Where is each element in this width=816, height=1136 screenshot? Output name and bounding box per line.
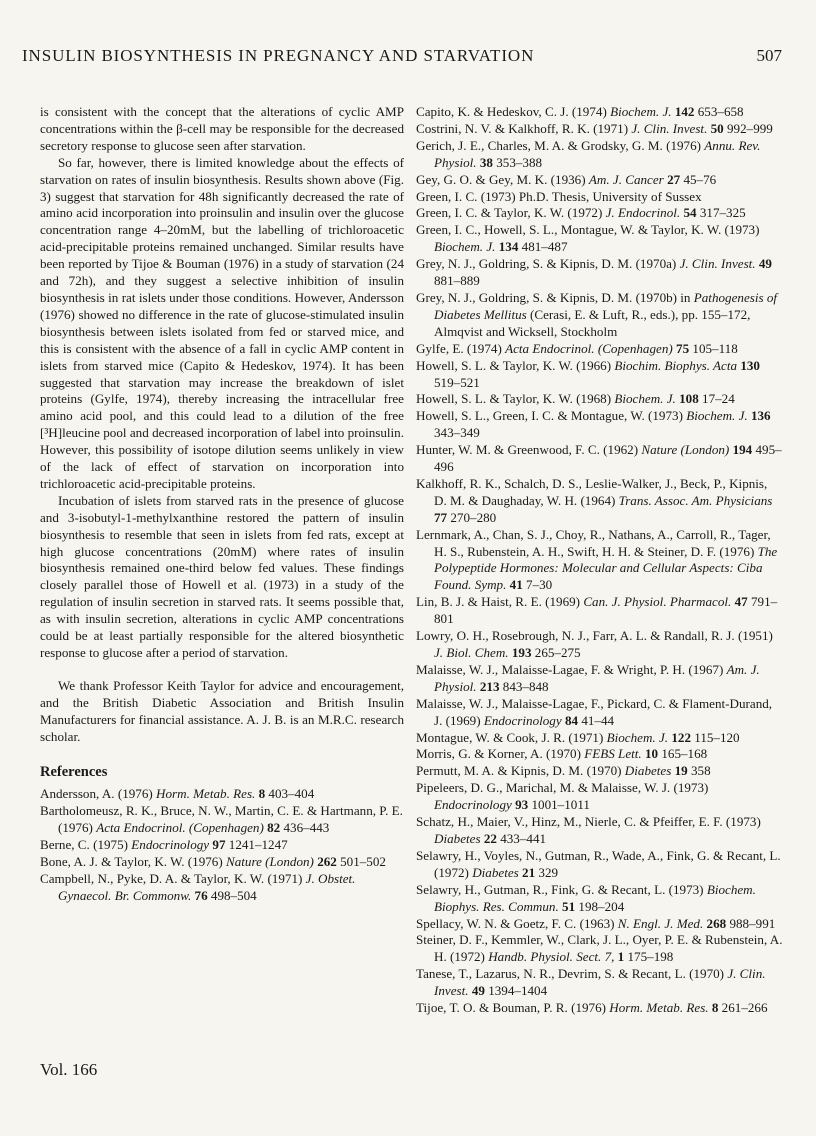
reference-authors: Campbell, N., Pyke, D. A. & Taylor, K. W. (1971) [40,870,303,886]
reference-authors: Howell, S. L., Green, I. C. & Montague, W. (1973) [416,408,683,424]
reference-authors: Howell, S. L. & Taylor, K. W. (1968) [416,391,612,407]
reference-journal: Trans. Assoc. Am. Physicians [618,492,773,508]
reference-journal: Can. J. Physiol. Pharmacol. [583,594,732,610]
reference-journal: The Polypeptide Hormones: Molecular and Cellular Aspects: Ciba Found. Symp. [434,543,778,593]
reference-authors: Grey, N. J., Goldring, S. & Kipnis, D. M. (1970a) [416,256,677,272]
reference-journal: FEBS Lett. [584,746,642,762]
reference-volume: 134 [498,239,519,255]
reference-entry [416,527,783,595]
reference-authors: Morris, G. & Korner, A. (1970) [416,746,581,762]
reference-entry [416,696,783,730]
reference-entry [40,871,404,905]
reference-pages: 495–496 [434,442,782,475]
reference-volume: 84 [564,712,579,728]
reference-authors: Lowry, O. H., Rosebrough, N. J., Farr, A. L. & Randall, R. J. (1951) [416,628,773,644]
reference-entry [416,222,783,256]
reference-volume: 76 [194,887,208,903]
reference-volume: 8 [258,786,266,802]
reference-pages: 17–24 [702,391,735,407]
reference-entry [40,837,404,854]
reference-pages: 992–999 [727,120,773,136]
right-column [416,104,783,1017]
reference-pages: 198–204 [578,898,625,914]
reference-pages: 317–325 [699,205,746,221]
reference-journal: Biochem. J. [434,239,496,255]
body-paragraph: Incubation of islets from starved rats in the presence of glucose and 3-isobutyl-1-methylxanthine restored the pattern of insulin biosynthesis to resemble that seen in islets from fed rats, except at high glucose concentrations (20mM) where rates of insulin biosynthesis remained one-third below fed values. These findings closely parallel those of Howell et al. (1973) in a study of the regulation of insulin secretion in starved rats. It seems possible that, as with insulin secretion, alterations in cyclic AMP concentrations could be at least partially responsible for the altered biosynthetic response to glucose after a period of starvation. [40,492,404,660]
reference-pages: 165–168 [661,746,708,762]
reference-entry [416,1000,783,1017]
reference-pages: 261–266 [721,1000,768,1016]
reference-journal: Endocrinology [131,837,210,853]
reference-authors: Green, I. C., Howell, S. L., Montague, W. & Taylor, K. W. (1973) [416,222,760,238]
reference-journal: Biochem. Biophys. Res. Commun. [434,881,756,914]
reference-journal: Acta Endocrinol. (Copenhagen) [505,340,673,356]
acknowledgement: We thank Professor Keith Taylor for advice and encouragement, and the British Diabetic Association and British Insulin Manufacturers for financial assistance. A. J. B. is an M.R.C. research scholar. [40,677,404,744]
reference-pages: 988–991 [729,915,776,931]
reference-authors: Green, I. C. (1973) Ph.D. Thesis, University of Sussex [416,188,702,204]
reference-volume: 19 [674,763,688,779]
reference-entry [416,256,783,290]
reference-entry [416,189,783,206]
reference-journal: Biochem. J. [606,729,669,745]
reference-entry [416,628,783,662]
reference-volume: 108 [679,391,699,407]
reference-volume: 82 [267,820,281,836]
reference-authors: Gerich, J. E., Charles, M. A. & Grodsky, G. M. (1976) [416,137,701,153]
references-heading: References [40,763,108,780]
reference-volume: 41 [509,577,523,593]
reference-pages: 843–848 [502,678,549,694]
reference-entry [416,848,783,882]
reference-journal: N. Engl. J. Med. [617,915,704,931]
reference-authors: Hunter, W. M. & Greenwood, F. C. (1962) [416,442,639,458]
reference-journal: J. Clin. Invest. [631,120,708,136]
reference-pages: 498–504 [210,887,257,903]
reference-journal: Am. J. Physiol. [434,661,760,694]
reference-authors: Selawry, H., Gutman, R., Fink, G. & Recant, L. (1973) [416,881,704,897]
reference-volume: 268 [706,915,727,931]
reference-authors: Tijoe, T. O. & Bouman, P. R. (1976) [416,1000,606,1016]
reference-entry [416,358,783,392]
reference-pages: 265–275 [534,645,581,660]
reference-journal: Am. J. Cancer [588,171,664,187]
reference-volume: 50 [710,120,724,136]
reference-journal: Pathogenesis of Diabetes Mellitus [434,289,778,322]
reference-volume: 54 [683,205,697,221]
reference-authors: Gylfe, E. (1974) [416,340,502,356]
reference-journal: Biochem. J. [686,408,748,424]
references-list-right [416,104,783,1017]
reference-entry [416,932,783,966]
reference-pages: 105–118 [692,340,738,356]
reference-journal: J. Endocrinol. [605,205,681,221]
reference-authors: Lin, B. J. & Haist, R. E. (1969) [416,594,581,610]
body-paragraph: So far, however, there is limited knowledge about the effects of starvation on rates of insulin biosynthesis. Results shown above (Fig. 3) suggest that starvation for 48h significantly decreased the rate of amino acid incorporation into proinsulin and insulin over the glucose concentration range 4–20mM, but the labelling of trichloroacetic acid-precipitable proteins remained unchanged. Similar results have been reported by Tijoe & Bouman (1976) in a study of starvation (24 and 72h), and they suggest a selective inhibition of insulin biosynthesis in rat islets under those conditions. However, Andersson (1976) showed no difference in the rate of glucose-stimulated insulin biosynthesis between islets isolated from fed or starved mice, and this is consistent with the absence of a fall in cyclic AMP content in islets from starved mice (Capito & Hedeskov, 1974). It has been suggested that starvation may increase the breakdown of islet proteins (Gylfe, 1974), thereby increasing the intracellular free amino acid pool, and this could lead to a dilution of the free [³H]leucine pool and decreased incorporation of label into proinsulin. However, this possibility of isotope dilution seems unlikely in view of the lack of effect of starvation on incorporation into trichloroacetic acid-precipitable proteins. [40,154,404,491]
reference-volume: 130 [740,357,760,373]
reference-pages: 45–76 [683,171,717,187]
reference-entry [416,882,783,916]
reference-entry [416,391,783,408]
reference-journal: Nature (London) [641,442,730,458]
reference-journal: Annu. Rev. Physiol. [434,137,761,170]
reference-authors: Montague, W. & Cook, J. R. (1971) [416,729,604,745]
left-column [40,104,404,905]
reference-journal: J. Obstet. Gynaecol. Br. Commonw. [58,870,356,903]
reference-journal: Endocrinology [434,797,512,813]
reference-volume: 136 [750,408,771,424]
reference-volume: 93 [515,797,529,813]
reference-entry [416,763,783,780]
reference-journal: J. Clin. Invest. [434,966,766,999]
reference-journal: Biochem. J. [614,391,676,407]
reference-authors: Howell, S. L. & Taylor, K. W. (1966) [416,357,612,373]
reference-volume: 51 [562,898,576,914]
reference-journal: J. Clin. Invest. [679,256,756,272]
reference-entry [416,476,783,527]
reference-entry [416,594,783,628]
reference-entry [416,205,783,222]
reference-volume: 213 [479,678,500,694]
reference-volume: 49 [758,256,772,272]
references-list-left [40,786,404,904]
reference-volume: 8 [711,1000,719,1016]
reference-volume: 38 [479,154,493,170]
reference-volume: 22 [483,830,497,846]
reference-entry [416,966,783,1000]
reference-entry [416,814,783,848]
reference-authors: Lernmark, A., Chan, S. J., Choy, R., Nathans, A., Carroll, R., Tager, H. S., Rubenstein, A. H., Swift, H. H. & Steiner, D. F. (1976) [416,526,771,559]
reference-authors: Steiner, D. F., Kemmler, W., Clark, J. L., Oyer, P. E. & Rubenstein, A. H. (1972) [416,932,783,965]
reference-pages: 329 [538,864,559,880]
reference-volume: 194 [732,442,753,458]
reference-pages: 358 [691,763,711,779]
reference-authors: Pipeleers, D. G., Marichal, M. & Malaisse, W. J. (1973) [416,780,709,796]
reference-journal: Nature (London) [226,854,314,870]
reference-entry [40,786,404,803]
reference-volume: 27 [667,171,681,187]
reference-pages: 175–198 [627,949,674,965]
reference-authors: Costrini, N. V. & Kalkhoff, R. K. (1971) [416,120,629,136]
reference-pages: 1394–1404 [488,983,548,999]
reference-authors: Bartholomeusz, R. K., Bruce, N. W., Martin, C. E. & Hartmann, P. E. (1976) [40,803,403,836]
running-header [22,46,782,70]
reference-authors: Gey, G. O. & Gey, M. K. (1936) [416,171,586,187]
reference-pages: 41–44 [581,712,615,728]
reference-pages: 501–502 [340,854,386,870]
reference-authors: Permutt, M. A. & Kipnis, D. M. (1970) [416,763,622,779]
reference-authors: Kalkhoff, R. K., Schalch, D. S., Leslie-Walker, J., Beck, P., Kipnis, D. M. & Daughaday, W. H. (1964) [416,475,768,508]
reference-entry [416,138,783,172]
reference-volume: 10 [644,746,659,762]
reference-volume: 47 [734,594,748,610]
reference-volume: 122 [671,729,691,745]
reference-entry [416,121,783,138]
reference-entry [40,854,404,871]
reference-journal: Horm. Metab. Res. [156,786,256,802]
reference-volume: 21 [522,864,536,880]
reference-entry [416,780,783,814]
reference-journal: Biochem. J. [610,104,672,119]
reference-volume: 262 [317,854,337,870]
reference-authors: Bone, A. J. & Taylor, K. W. (1976) [40,854,223,870]
reference-journal: J. Biol. Chem. [434,645,509,660]
reference-pages: 653–658 [697,104,744,119]
page-number: 507 [756,46,782,65]
reference-volume: 75 [676,340,690,356]
reference-entry [416,746,783,763]
reference-pages: 436–443 [283,820,330,836]
reference-entry [40,803,404,837]
reference-entry [416,104,783,121]
reference-pages: 519–521 [434,374,480,390]
reference-authors: Grey, N. J., Goldring, S. & Kipnis, D. M. (1970b) in [416,289,691,305]
reference-pages: 7–30 [526,577,553,593]
reference-authors: Spellacy, W. N. & Goetz, F. C. (1963) [416,915,615,931]
reference-entry [416,290,783,341]
reference-authors: Tanese, T., Lazarus, N. R., Devrim, S. & Recant, L. (1970) [416,966,725,982]
reference-pages: 270–280 [450,509,497,525]
reference-authors: Malaisse, W. J., Malaisse-Lagae, F. & Wright, P. H. (1967) [416,661,724,677]
reference-authors: Andersson, A. (1976) [40,786,153,802]
body-paragraph: is consistent with the concept that the alterations of cyclic AMP concentrations within the β-cell may be responsible for the decreased secretory response to glucose seen after starvation. [40,104,404,153]
reference-entry [416,172,783,189]
reference-pages: (Cerasi, E. & Luft, R., eds.), pp. 155–172, Almqvist and Wicksell, Stockholm [434,306,751,339]
reference-authors: Berne, C. (1975) [40,837,128,853]
reference-volume: 193 [511,645,532,660]
reference-journal: Diabetes [624,763,672,779]
reference-journal: Biochim. Biophys. Acta [614,357,738,373]
reference-pages: 881–889 [434,273,480,289]
reference-pages: 353–388 [496,154,543,170]
reference-journal: Endocrinology [483,712,562,728]
reference-entry [416,662,783,696]
running-title: INSULIN BIOSYNTHESIS IN PREGNANCY AND STARVATION [22,46,535,65]
reference-journal: Horm. Metab. Res. [609,1000,709,1016]
reference-authors: Green, I. C. & Taylor, K. W. (1972) [416,205,603,221]
reference-pages: 1241–1247 [228,837,288,853]
reference-entry [416,408,783,442]
volume-footer: Vol. 166 [40,1060,98,1079]
reference-journal: Diabetes [434,830,481,846]
reference-volume: 142 [674,104,695,119]
reference-volume: 1 [617,949,625,965]
reference-journal: Acta Endocrinol. (Copenhagen) [96,820,264,836]
reference-authors: Selawry, H., Voyles, N., Gutman, R., Wade, A., Fink, G. & Recant, L. (1972) [416,847,781,880]
reference-volume: 97 [212,837,226,853]
reference-volume: 49 [471,983,485,999]
reference-pages: 1001–1011 [531,797,590,813]
reference-pages: 343–349 [434,425,480,441]
reference-pages: 481–487 [521,239,568,255]
reference-entry [416,916,783,933]
reference-pages: 403–404 [268,786,315,802]
reference-authors: Schatz, H., Maier, V., Hinz, M., Nierle, C. & Pfeiffer, E. F. (1973) [416,814,761,830]
reference-pages: 115–120 [694,729,740,745]
reference-entry [416,341,783,358]
reference-authors: Capito, K. & Hedeskov, C. J. (1974) [416,104,607,119]
reference-entry [416,442,783,476]
reference-authors: Malaisse, W. J., Malaisse-Lagae, F., Pickard, C. & Flament-Durand, J. (1969) [416,695,773,728]
reference-journal: Handb. Physiol. Sect. 7, [488,949,615,965]
reference-pages: 433–441 [500,830,547,846]
reference-volume: 77 [434,509,448,525]
reference-pages: 791–801 [434,594,778,627]
reference-journal: Diabetes [472,864,519,880]
reference-entry [416,730,783,747]
